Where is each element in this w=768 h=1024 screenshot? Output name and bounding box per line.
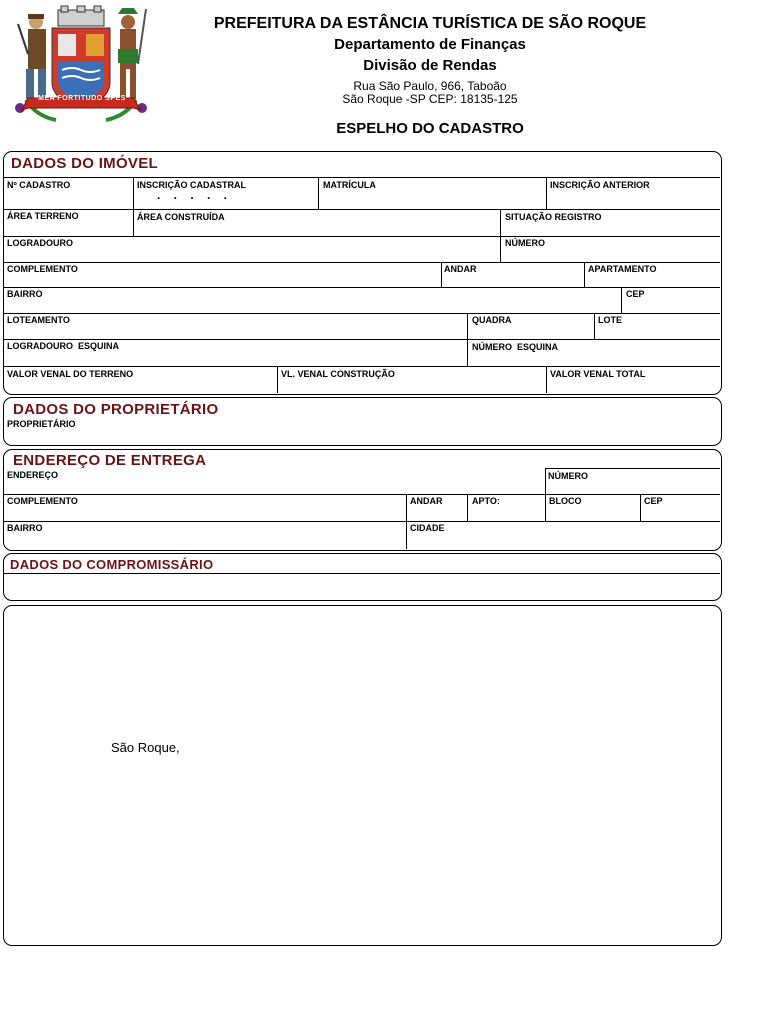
document-title: ESPELHO DO CADASTRO <box>336 120 524 137</box>
header-address: Rua São Paulo, 966, Taboão <box>353 79 507 93</box>
section-endereco-entrega <box>3 449 722 551</box>
label-entrega-cep: CEP <box>644 496 663 506</box>
col-divider <box>621 287 622 313</box>
coat-of-arms-logo <box>6 4 156 134</box>
row-divider <box>4 209 720 210</box>
label-bairro: BAIRRO <box>7 289 43 299</box>
label-entrega-cidade: CIDADE <box>410 523 445 533</box>
label-numero-esquina: NÚMERO ESQUINA <box>472 342 559 352</box>
section-title-proprietario: DADOS DO PROPRIETÁRIO <box>13 401 219 418</box>
label-entrega-numero: NÚMERO <box>548 471 588 481</box>
label-proprietario: PROPRIETÁRIO <box>7 419 76 429</box>
row-divider <box>4 287 720 288</box>
label-situacao-registro: SITUAÇÃO REGISTRO <box>505 212 602 222</box>
section-title-imovel: DADOS DO IMÓVEL <box>11 155 159 172</box>
col-divider <box>441 262 442 287</box>
row-divider <box>4 521 720 522</box>
label-valor-venal-terreno: VALOR VENAL DO TERRENO <box>7 369 134 379</box>
label-lote: LOTE <box>598 315 622 325</box>
inscricao-cadastral-separators: . . . . . <box>157 188 228 202</box>
label-numero: NÚMERO <box>505 238 545 248</box>
col-divider <box>133 177 134 236</box>
seal-motto: MEA FORTITUDO SPES <box>38 95 126 102</box>
row-divider <box>4 366 720 367</box>
label-valor-venal-total: VALOR VENAL TOTAL <box>550 369 646 379</box>
label-andar: ANDAR <box>444 264 477 274</box>
col-divider <box>406 494 407 549</box>
label-entrega-bairro: BAIRRO <box>7 523 43 533</box>
row-divider <box>4 177 720 178</box>
col-divider <box>546 177 547 209</box>
left-supporter-figure <box>18 14 46 99</box>
header-division: Divisão de Rendas <box>363 57 497 74</box>
col-divider <box>584 262 585 287</box>
col-divider <box>546 366 547 393</box>
row-divider <box>4 339 720 340</box>
label-vl-venal-construcao: VL. VENAL CONSTRUÇÃO <box>281 369 395 379</box>
label-entrega-andar: ANDAR <box>410 496 443 506</box>
label-n-cadastro: Nº CADASTRO <box>7 180 71 190</box>
row-divider <box>4 262 720 263</box>
section-observacoes <box>3 605 722 946</box>
col-divider <box>500 209 501 262</box>
header-municipality: PREFEITURA DA ESTÂNCIA TURÍSTICA DE SÃO ROQUE <box>213 15 647 32</box>
header-city-cep: São Roque -SP CEP: 18135-125 <box>342 92 518 106</box>
col-divider <box>467 494 468 521</box>
col-divider <box>594 313 595 339</box>
label-quadra: QUADRA <box>472 315 512 325</box>
mural-crown <box>58 6 104 26</box>
label-area-construida: ÁREA CONSTRUÍDA <box>137 212 225 222</box>
city-date-line: São Roque, <box>111 740 180 755</box>
label-loteamento: LOTEAMENTO <box>7 315 70 325</box>
label-matricula: MATRÍCULA <box>323 180 376 190</box>
label-apartamento: APARTAMENTO <box>588 264 657 274</box>
label-entrega-apto: APTO: <box>472 496 500 506</box>
row-divider <box>4 236 720 237</box>
label-logradouro: LOGRADOURO <box>7 238 73 248</box>
col-divider <box>640 494 641 521</box>
label-cep: CEP <box>626 289 645 299</box>
section-dados-proprietario <box>3 397 722 446</box>
col-divider <box>277 366 278 393</box>
row-divider <box>545 468 720 469</box>
label-endereco: ENDEREÇO <box>7 470 59 480</box>
label-entrega-complemento: COMPLEMENTO <box>7 496 78 506</box>
label-entrega-bloco: BLOCO <box>549 496 582 506</box>
label-inscricao-anterior: INSCRIÇÃO ANTERIOR <box>550 180 650 190</box>
col-divider <box>467 313 468 366</box>
row-divider <box>4 313 720 314</box>
row-divider <box>4 573 720 574</box>
section-title-compromissario: DADOS DO COMPROMISSÁRIO <box>10 557 214 572</box>
col-divider <box>318 177 319 209</box>
section-title-entrega: ENDEREÇO DE ENTREGA <box>13 452 207 469</box>
header-department: Departamento de Finanças <box>334 36 526 53</box>
label-inscricao-cadastral: INSCRIÇÃO CADASTRAL <box>137 180 246 190</box>
label-complemento: COMPLEMENTO <box>7 264 78 274</box>
label-logradouro-esquina: LOGRADOURO ESQUINA <box>7 341 120 351</box>
section-dados-compromissario <box>3 553 722 601</box>
label-area-terreno: ÁREA TERRENO <box>7 211 79 221</box>
row-divider <box>4 494 720 495</box>
right-supporter-figure <box>118 8 146 99</box>
col-divider <box>545 468 546 521</box>
